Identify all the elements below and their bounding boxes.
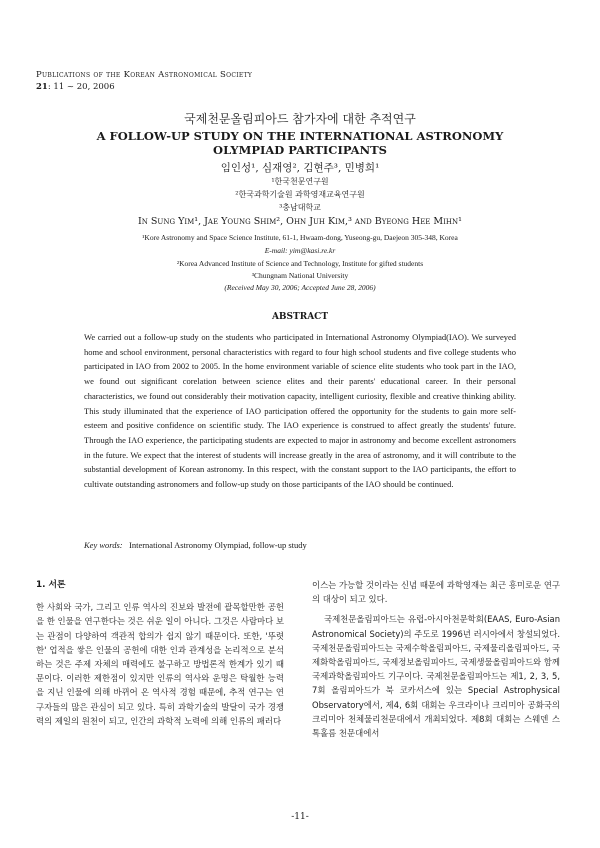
body-paragraph: 이스는 가능할 것이라는 신념 때문에 과학영재는 최근 흥미로운 연구의 대상이 되고 있다. bbox=[312, 580, 560, 605]
email: E-mail: yim@kasi.re.kr bbox=[264, 246, 336, 255]
body-right-column bbox=[312, 578, 560, 740]
affiliation-korean-2: ²한국과학기술원 과학영재교육연구원 bbox=[235, 190, 365, 199]
title-korean: 국제천문올림피아드 참가자에 대한 추적연구 bbox=[184, 112, 416, 126]
affiliation-korean-3: ³충남대학교 bbox=[279, 203, 321, 212]
affiliation-korean-1: ¹한국천문연구원 bbox=[271, 177, 329, 186]
publication-name: Publications of the Korean Astronomical Society bbox=[36, 70, 253, 80]
received-dates: (Received May 30, 2006; Accepted June 28, 2006) bbox=[224, 283, 376, 292]
affiliation-english-3: ³Chungnam National University bbox=[251, 271, 349, 280]
affiliation-english-2: ²Korea Advanced Institute of Science and Technology, Institute for gifted students bbox=[176, 259, 424, 268]
page-number: -11- bbox=[291, 812, 309, 822]
title-english: A FOLLOW-UP STUDY ON THE INTERNATIONAL ASTRONOMY OLYMPIAD PARTICIPANTS bbox=[96, 129, 504, 157]
abstract-text: We carried out a follow-up study on the students who participated in International Astronomy Olympiad(IAO). We surveyed home and school environment, personal characteristics with regard to four high school students and five college students who participated in IAO from 2002 to 2005. In the home environment variable of science elite students who took part in the IAO, we found out significant corelation between science elites and their parents' educational career. In their personal characteristics, we found out considerably their motivation capacity, intelligent curiosity, flexible and creative thinking ability. This study illuminated that the experience of IAO participation offered the opportunity for the students to gain more self-esteem and positive confidence on scientific study. The IAO experience is construed to affect greatly the students' future. Through the IAO experience, the participating students are expected to major in astronomy and become excellent astronomers in the future. We expect that the interest of students will increase greatly in the area of astronomy, and it will contribute to the substantial development of Korean astronomy. In this respect, with the constant support to the IAO participants, the effort to cultivate outstanding astronomers and follow-up study on those participants of the IAO should be continued. bbox=[84, 332, 516, 490]
authors-korean: 임인성¹, 심재영², 김현주³, 민병희¹ bbox=[220, 162, 380, 174]
abstract-heading: ABSTRACT bbox=[271, 312, 329, 322]
body-paragraph: 한 사회와 국가, 그리고 인류 역사의 진보와 발전에 괄목할만한 공헌을 한 인물을 연구한다는 것은 쉬운 일이 아니다. 그것은 사람마다 보는 관점이 다양하여 객관적 합의가 쉽지 않기 때문이다. 또한, '뚜렷한' 업적을 쌓은 인물의 공헌에 대한 인과 관계성을 논리적으로 분석하는 것은 주제 자체의 매력에도 불구하고 방법론적 한계가 있기 때문이다. 이러한 제한점이 있지만 인류의 역사와 운명은 탁월한 능력을 지닌 인물에 의해 바뀌어 온 역사적 경험 때문에, 추적 연구는 연구자들의 많은 관심이 되고 있다. 특히 과학기술의 발달이 국가 경쟁력의 제일의 원천이 되고, 인간의 과학적 노력에 의해 인류의 패러다 bbox=[36, 602, 284, 726]
keywords-label: Key words: bbox=[84, 540, 123, 550]
affiliation-english-1: ¹Kore Astronomy and Space Science Institute, 61-1, Hwaam-dong, Yuseong-gu, Daejeon 305-348, Korea bbox=[142, 233, 458, 242]
keywords-value: International Astronomy Olympiad, follow-up study bbox=[129, 540, 307, 550]
page-range: : 11 ~ 20, 2006 bbox=[47, 82, 115, 92]
authors-english: In Sung Yim¹, Jae Young Shim², Ohn Juh Kim,³ and Byeong Hee Mihn¹ bbox=[138, 216, 462, 227]
title-block bbox=[0, 110, 600, 157]
section-heading: 1. 서론 bbox=[36, 580, 66, 590]
keywords bbox=[84, 540, 307, 550]
body-left-column bbox=[36, 578, 284, 728]
body-paragraph: 국제천문올림피아드는 유럽-아시아천문학회(EAAS, Euro-Asian Astronomical Society)의 주도로 1996년 러시아에서 창설되었다. 국제천문올림피아드는 국제수학올림피아드, 국제물리올림피아드, 국제화학올림피아드, 국제정보올림피아드, 국제생물올림피아드와 함께 국제과학올림피아드 기구이다. 국제천문올림피아드는 제1, 2, 3, 5, 7회 올림피아드가 북 코카서스에 있는 Special Astrophysical Observatory에서, 제4, 6회 대회는 우크라이나 크리미아 공화국의 크리미아 천체물리천문대에서 개최되었다. 제8회 대회는 스웨덴 스톡홀름 천문대에서 bbox=[312, 614, 560, 739]
volume-number: 21 bbox=[36, 82, 48, 92]
volume-info bbox=[36, 82, 115, 92]
